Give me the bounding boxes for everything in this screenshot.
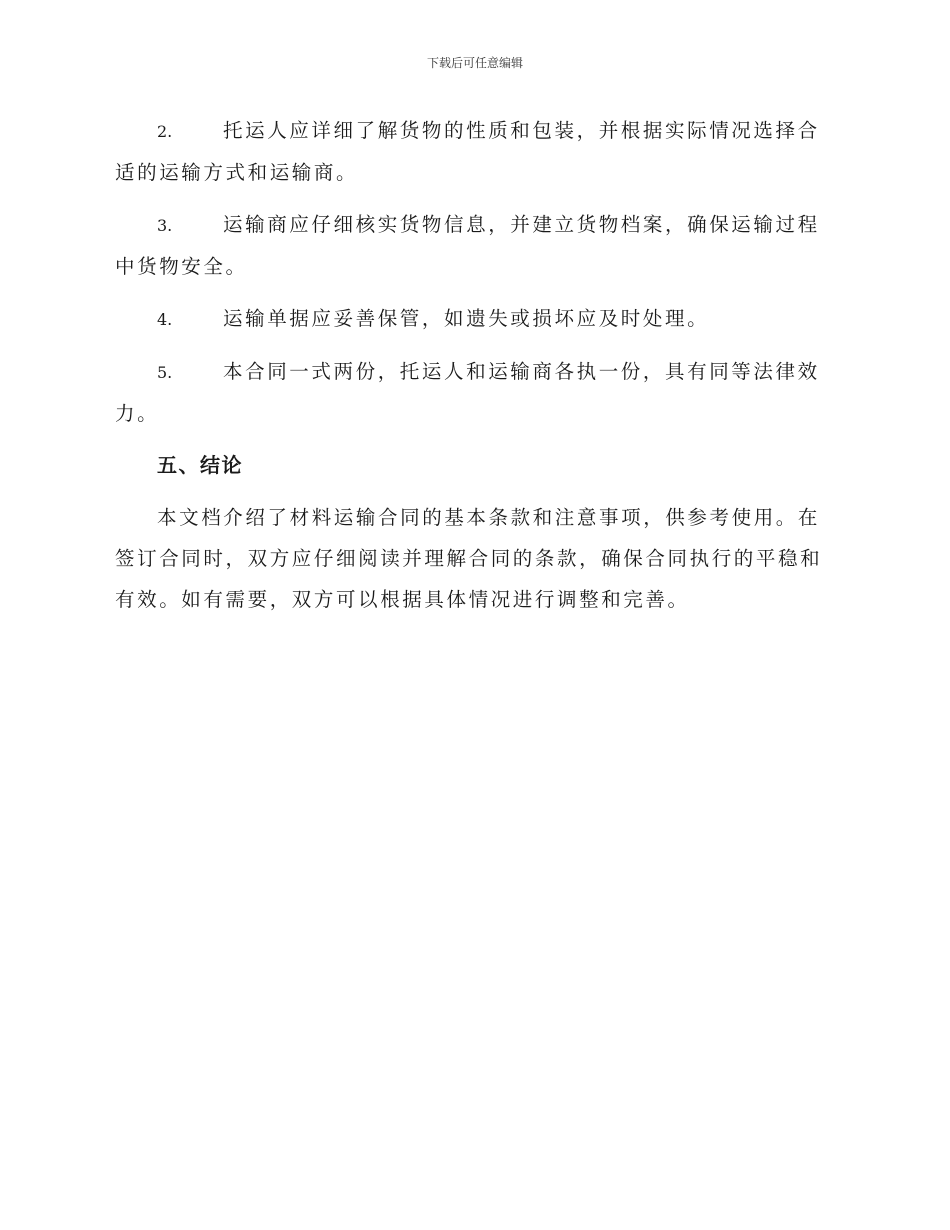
list-item-number: 2. <box>157 122 173 141</box>
list-item <box>115 298 835 340</box>
list-item-number: 4. <box>157 310 173 329</box>
list-item-text: 托运人应详细了解货物的性质和包装，并根据实际情况选择合适的运输方式和运输商。 <box>115 119 820 184</box>
page-header: 下载后可任意编辑 <box>426 56 523 70</box>
list-item-number: 5. <box>157 363 173 382</box>
list-item-text: 运输商应仔细核实货物信息，并建立货物档案，确保运输过程中货物安全。 <box>115 213 820 278</box>
list-item-text: 本合同一式两份，托运人和运输商各执一份，具有同等法律效力。 <box>115 360 820 425</box>
list-item-text: 运输单据应妥善保管，如遗失或损坏应及时处理。 <box>223 307 710 330</box>
section-heading: 五、结论 <box>157 453 243 477</box>
document-body <box>115 110 835 620</box>
conclusion-paragraph: 本文档介绍了材料运输合同的基本条款和注意事项，供参考使用。在签订合同时，双方应仔细阅读并理解合同的条款，确保合同执行的平稳和有效。如有需要，双方可以根据具体情况进行调整和完善。 <box>115 506 823 611</box>
list-item <box>115 110 835 193</box>
list-item <box>115 204 835 287</box>
list-item-number: 3. <box>157 216 173 235</box>
list-item <box>115 351 835 434</box>
